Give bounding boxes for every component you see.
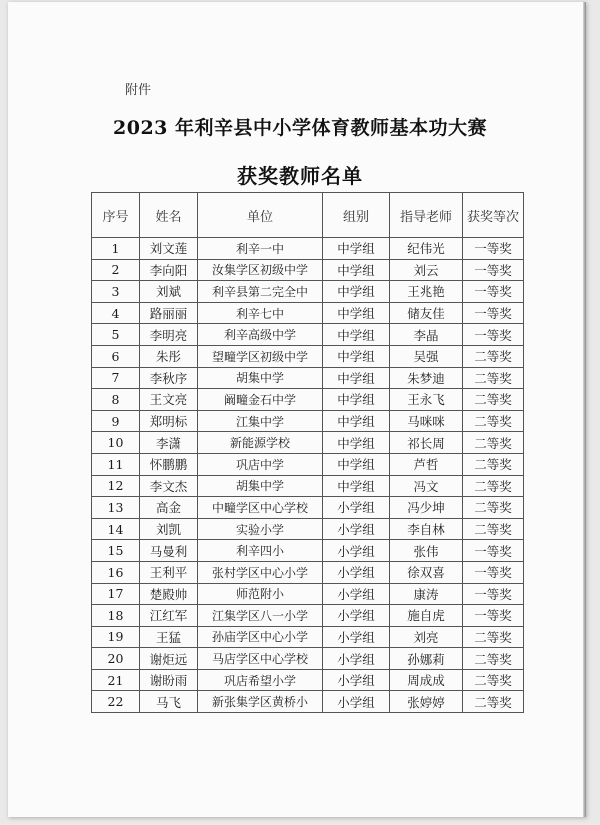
cell-name: 怀鹏鹏 [140,453,198,475]
cell-serial: 17 [92,583,140,605]
cell-unit: 新张集学区黄桥小 [198,691,323,713]
header-award: 获奖等次 [463,193,524,238]
cell-unit: 中疃学区中心学校 [198,497,323,519]
table-row [92,691,524,713]
cell-instructor: 李晶 [390,324,463,346]
cell-unit: 利辛一中 [198,238,323,260]
header-group: 组别 [323,193,390,238]
cell-serial: 19 [92,626,140,648]
cell-unit: 利辛高级中学 [198,324,323,346]
cell-serial: 15 [92,540,140,562]
cell-serial: 1 [92,238,140,260]
attachment-label: 附件 [125,83,152,98]
table-row [92,475,524,497]
document-title: 2023 年利辛县中小学体育教师基本功大赛 [113,117,487,139]
cell-group: 中学组 [323,281,390,303]
cell-award: 二等奖 [463,691,524,713]
award-table [91,192,524,713]
cell-name: 李向阳 [140,259,198,281]
cell-award: 二等奖 [463,367,524,389]
cell-award: 二等奖 [463,389,524,411]
cell-group: 小学组 [323,540,390,562]
table-body [92,238,524,713]
cell-serial: 11 [92,453,140,475]
cell-instructor: 张婷婷 [390,691,463,713]
cell-group: 小学组 [323,561,390,583]
cell-serial: 12 [92,475,140,497]
cell-group: 中学组 [323,475,390,497]
cell-unit: 张村学区中心小学 [198,561,323,583]
table-row [92,302,524,324]
cell-name: 高金 [140,497,198,519]
cell-instructor: 王兆艳 [390,281,463,303]
cell-name: 朱彤 [140,345,198,367]
cell-award: 一等奖 [463,605,524,627]
cell-serial: 9 [92,410,140,432]
cell-award: 一等奖 [463,324,524,346]
cell-award: 一等奖 [463,259,524,281]
table-row [92,259,524,281]
cell-group: 中学组 [323,238,390,260]
cell-group: 中学组 [323,259,390,281]
cell-name: 谢炬远 [140,648,198,670]
cell-group: 中学组 [323,410,390,432]
table-row [92,561,524,583]
cell-group: 小学组 [323,583,390,605]
table-row [92,281,524,303]
cell-name: 楚殿帅 [140,583,198,605]
cell-name: 马飞 [140,691,198,713]
cell-serial: 5 [92,324,140,346]
header-instructor: 指导老师 [390,193,463,238]
table-row [92,497,524,519]
cell-name: 李潇 [140,432,198,454]
cell-unit: 利辛四小 [198,540,323,562]
cell-name: 李明亮 [140,324,198,346]
table-row [92,410,524,432]
cell-instructor: 刘云 [390,259,463,281]
table-row [92,583,524,605]
cell-group: 中学组 [323,324,390,346]
cell-unit: 马店学区中心学校 [198,648,323,670]
cell-instructor: 孙娜莉 [390,648,463,670]
cell-unit: 孙庙学区中心小学 [198,626,323,648]
cell-serial: 14 [92,518,140,540]
cell-serial: 6 [92,345,140,367]
table-row [92,626,524,648]
cell-award: 一等奖 [463,281,524,303]
cell-name: 郑明标 [140,410,198,432]
table-header-row [92,193,524,238]
cell-serial: 7 [92,367,140,389]
table-row [92,324,524,346]
cell-award: 二等奖 [463,497,524,519]
table-row [92,648,524,670]
cell-award: 二等奖 [463,410,524,432]
cell-award: 二等奖 [463,432,524,454]
cell-serial: 22 [92,691,140,713]
cell-group: 中学组 [323,345,390,367]
cell-instructor: 施自虎 [390,605,463,627]
table-row [92,605,524,627]
cell-name: 刘文莲 [140,238,198,260]
cell-unit: 阚疃金石中学 [198,389,323,411]
cell-serial: 2 [92,259,140,281]
cell-unit: 实验小学 [198,518,323,540]
cell-unit: 江集学区八一小学 [198,605,323,627]
cell-unit: 胡集中学 [198,367,323,389]
cell-unit: 巩店希望小学 [198,669,323,691]
cell-instructor: 王永飞 [390,389,463,411]
cell-award: 二等奖 [463,626,524,648]
cell-instructor: 马咪咪 [390,410,463,432]
cell-award: 二等奖 [463,345,524,367]
cell-group: 小学组 [323,691,390,713]
cell-instructor: 张伟 [390,540,463,562]
cell-serial: 13 [92,497,140,519]
cell-serial: 10 [92,432,140,454]
table-row [92,518,524,540]
cell-unit: 望疃学区初级中学 [198,345,323,367]
cell-name: 李秋序 [140,367,198,389]
cell-award: 一等奖 [463,302,524,324]
cell-award: 二等奖 [463,475,524,497]
cell-name: 刘凯 [140,518,198,540]
cell-serial: 8 [92,389,140,411]
cell-group: 中学组 [323,453,390,475]
table-row [92,453,524,475]
header-name: 姓名 [140,193,198,238]
table-row [92,432,524,454]
cell-group: 中学组 [323,302,390,324]
cell-group: 中学组 [323,432,390,454]
cell-instructor: 周成成 [390,669,463,691]
table-row [92,238,524,260]
cell-serial: 4 [92,302,140,324]
cell-instructor: 康涛 [390,583,463,605]
cell-award: 一等奖 [463,583,524,605]
cell-unit: 汝集学区初级中学 [198,259,323,281]
cell-instructor: 朱梦迪 [390,367,463,389]
cell-unit: 利辛县第二完全中 [198,281,323,303]
table-row [92,367,524,389]
cell-instructor: 徐双喜 [390,561,463,583]
cell-group: 小学组 [323,497,390,519]
document-subtitle: 获奖教师名单 [237,164,363,188]
table-row [92,669,524,691]
table-row [92,345,524,367]
table-row [92,540,524,562]
cell-instructor: 冯少坤 [390,497,463,519]
table-row [92,389,524,411]
cell-serial: 21 [92,669,140,691]
cell-name: 江红军 [140,605,198,627]
cell-serial: 20 [92,648,140,670]
cell-name: 谢盼雨 [140,669,198,691]
cell-group: 小学组 [323,605,390,627]
cell-instructor: 李自林 [390,518,463,540]
cell-award: 二等奖 [463,669,524,691]
cell-award: 一等奖 [463,561,524,583]
cell-name: 王利平 [140,561,198,583]
cell-unit: 胡集中学 [198,475,323,497]
cell-serial: 18 [92,605,140,627]
cell-award: 一等奖 [463,540,524,562]
cell-serial: 3 [92,281,140,303]
cell-group: 小学组 [323,669,390,691]
cell-group: 小学组 [323,518,390,540]
cell-serial: 16 [92,561,140,583]
cell-award: 二等奖 [463,518,524,540]
cell-award: 二等奖 [463,453,524,475]
cell-instructor: 祁长周 [390,432,463,454]
cell-group: 小学组 [323,648,390,670]
cell-unit: 新能源学校 [198,432,323,454]
cell-unit: 江集中学 [198,410,323,432]
cell-instructor: 芦哲 [390,453,463,475]
cell-instructor: 纪伟光 [390,238,463,260]
cell-unit: 利辛七中 [198,302,323,324]
header-unit: 单位 [198,193,323,238]
cell-name: 路丽丽 [140,302,198,324]
cell-award: 二等奖 [463,648,524,670]
cell-unit: 巩店中学 [198,453,323,475]
cell-name: 刘斌 [140,281,198,303]
cell-name: 王猛 [140,626,198,648]
cell-instructor: 冯文 [390,475,463,497]
cell-name: 王文亮 [140,389,198,411]
cell-unit: 师范附小 [198,583,323,605]
cell-instructor: 刘亮 [390,626,463,648]
header-serial: 序号 [92,193,140,238]
cell-name: 马曼利 [140,540,198,562]
cell-name: 李文杰 [140,475,198,497]
cell-group: 小学组 [323,626,390,648]
cell-instructor: 储友佳 [390,302,463,324]
cell-award: 一等奖 [463,238,524,260]
cell-group: 中学组 [323,367,390,389]
cell-instructor: 吴强 [390,345,463,367]
cell-group: 中学组 [323,389,390,411]
